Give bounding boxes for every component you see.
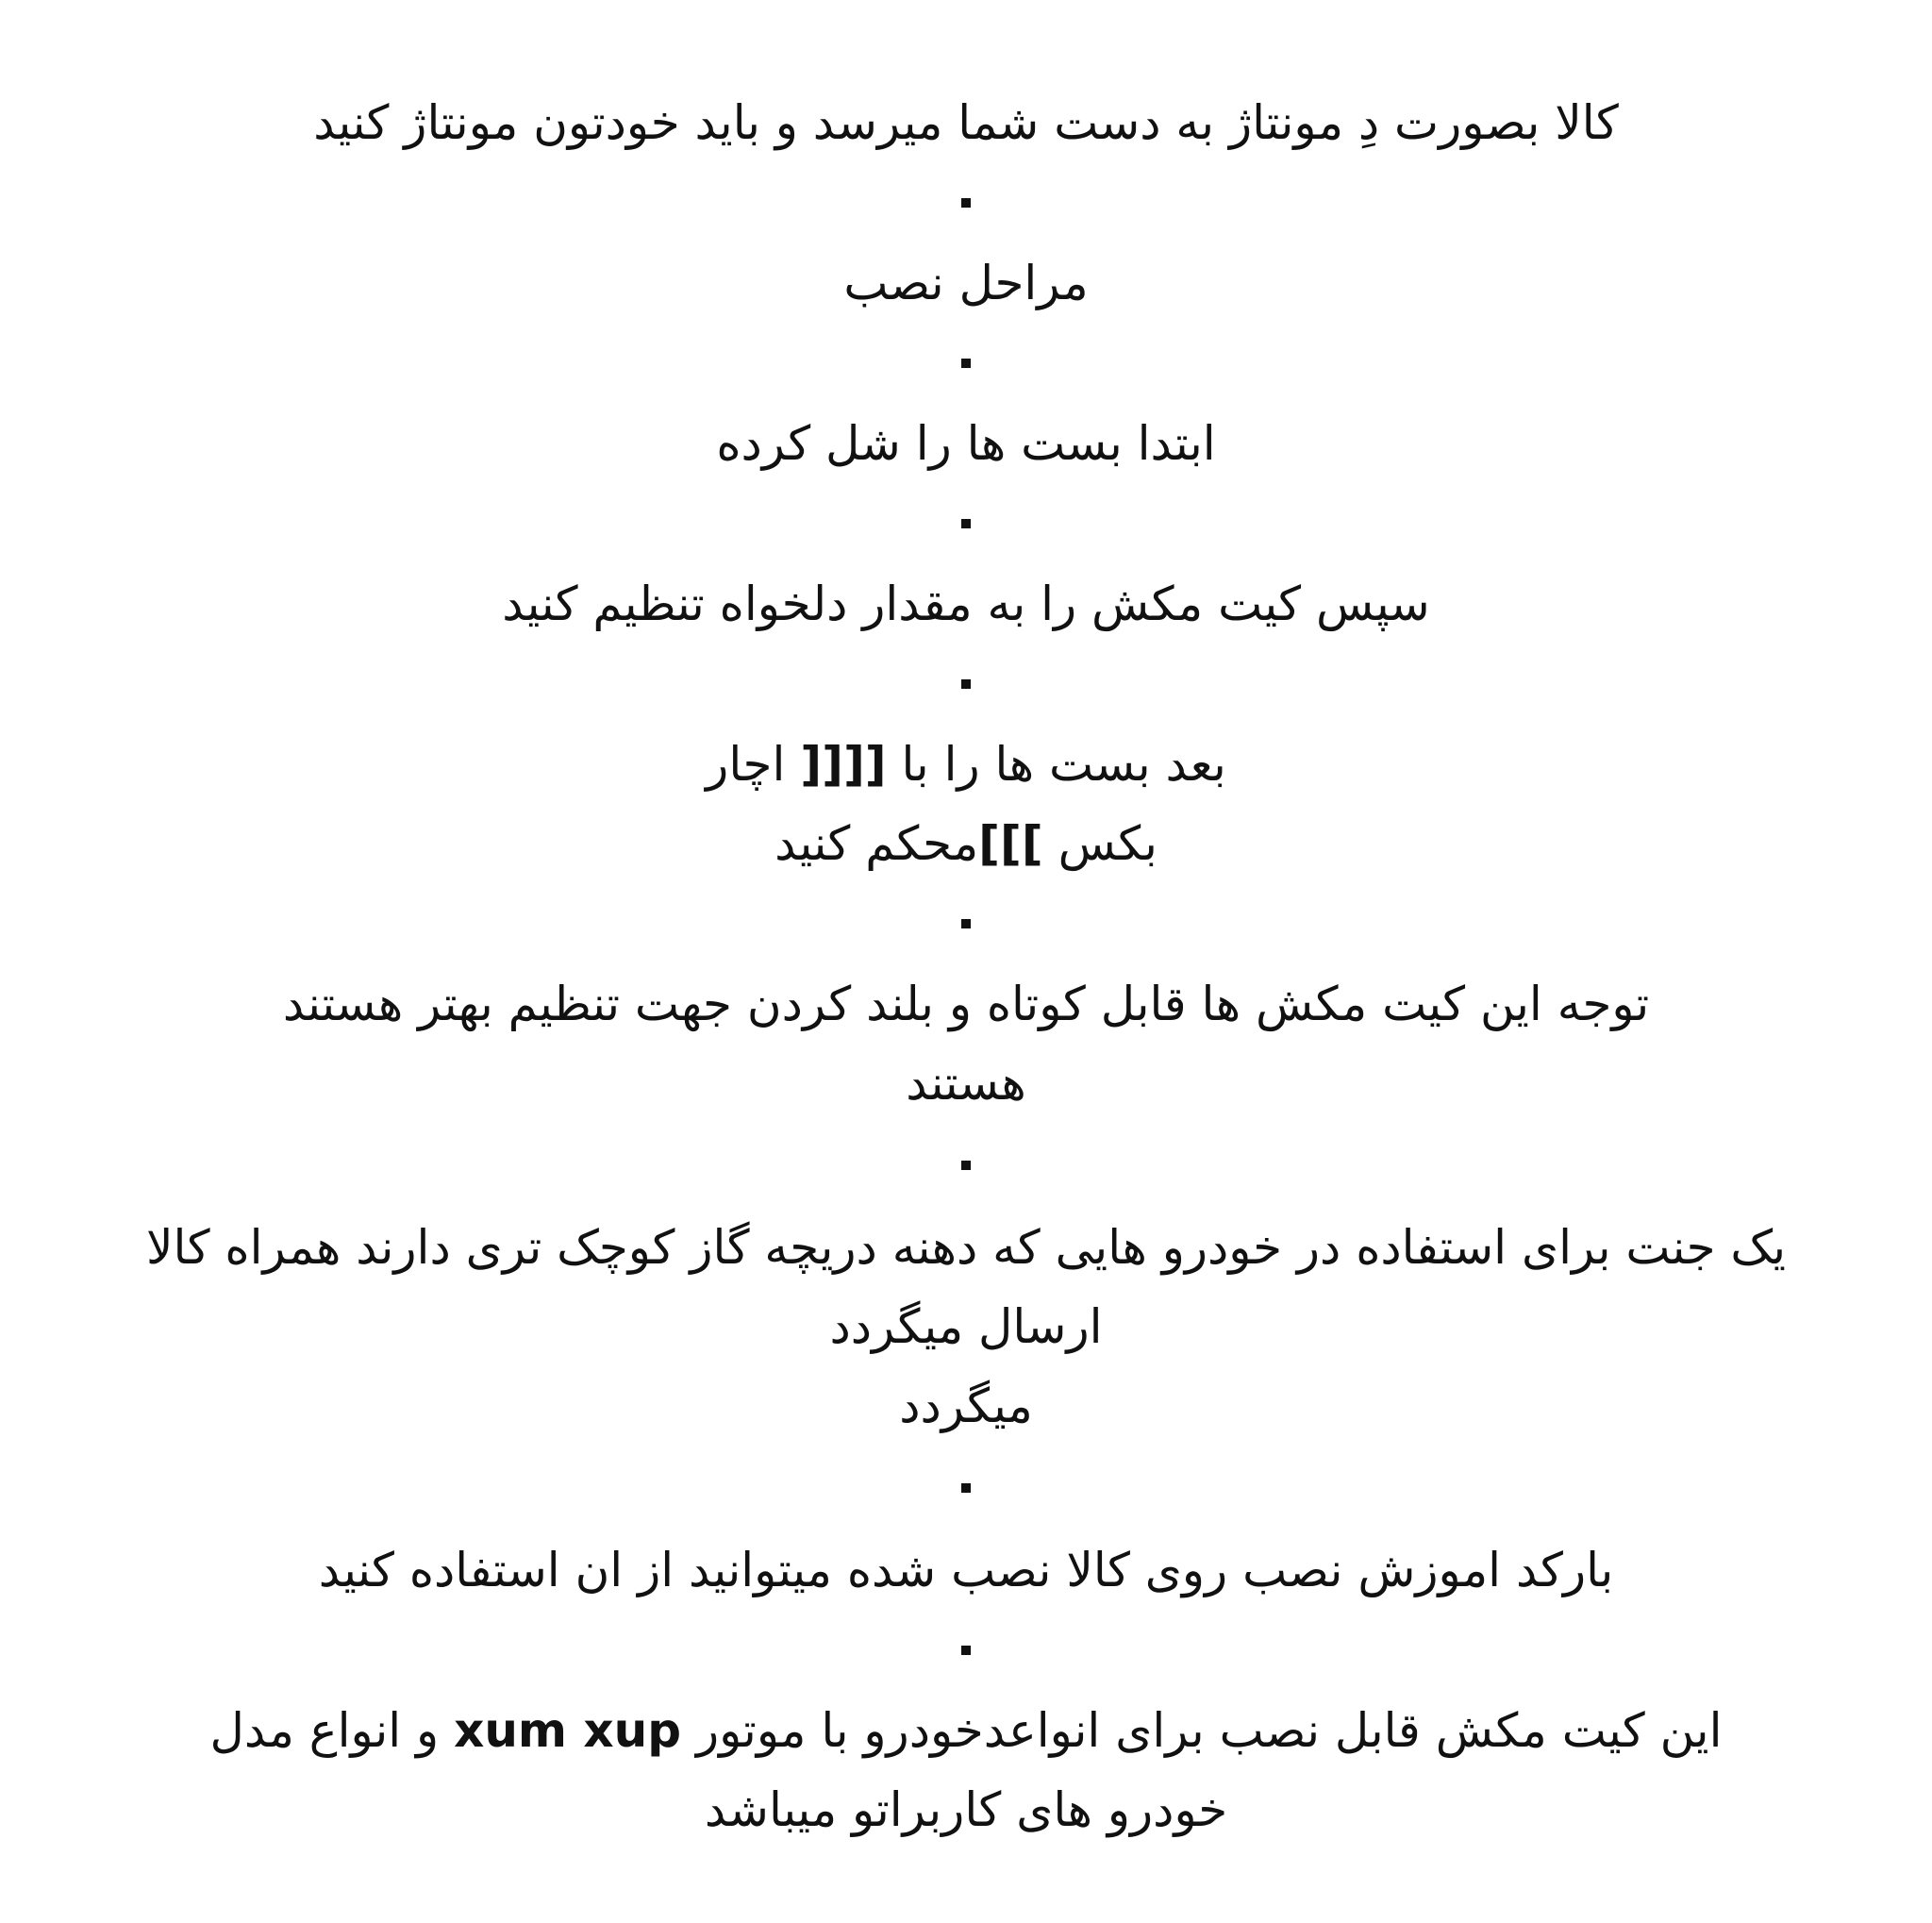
text-segment: بعد بست ها را با: [886, 737, 1226, 792]
bullet-square-icon: [961, 1646, 971, 1655]
gasket-line-2: ارسال میگردد: [829, 1299, 1103, 1354]
separator: [0, 323, 1932, 404]
note-adjustable: [0, 964, 1932, 1123]
note-line-1: توجه این کیت مکش ها قابل کوتاه و بلند کردن جهت تنظیم بهتر هستند: [282, 977, 1650, 1031]
step-loosen-clamps: ابتدا بست ها را شل کرده: [716, 416, 1216, 471]
separator: [0, 1610, 1932, 1691]
bullet-square-icon: [961, 919, 971, 928]
note-line-2: هستند: [906, 1056, 1026, 1111]
text-segment: و انواع مدل: [209, 1703, 455, 1758]
bold-brackets: ]]]: [978, 816, 1043, 871]
bold-brackets: [[[[: [800, 737, 887, 792]
gasket-line-3: میگردد: [899, 1379, 1033, 1433]
compat-line-1: [0, 1691, 1932, 1770]
separator: [0, 162, 1932, 243]
separator: [0, 483, 1932, 564]
compatibility-note: [0, 1691, 1932, 1849]
intro-line: کالا بصورت دِ مونتاژ به دست شما میرسد و باید خودتون مونتاژ کنید: [313, 95, 1619, 150]
gasket-note: [0, 1208, 1932, 1446]
bullet-square-icon: [961, 359, 971, 368]
separator: [0, 883, 1932, 964]
bullet-square-icon: [961, 198, 971, 208]
gasket-line-1: یک جنت برای استفاده در خودرو هایی که دهنه دریچه گاز کوچک تری دارند همراه کالا: [145, 1220, 1787, 1275]
step-tighten-line-1: [0, 725, 1932, 804]
text-segment: اچار: [706, 737, 801, 792]
bullet-square-icon: [961, 519, 971, 528]
separator: [0, 1123, 1932, 1208]
step-adjust-kit: سپس کیت مکش را به مقدار دلخواه تنظیم کنید: [502, 577, 1430, 631]
step-tighten-clamps: [0, 725, 1932, 883]
bullet-square-icon: [961, 679, 971, 689]
engine-model: xum xup: [454, 1703, 682, 1758]
bullet-square-icon: [961, 1161, 971, 1170]
separator: [0, 644, 1932, 725]
bullet-square-icon: [961, 1483, 971, 1493]
separator: [0, 1446, 1932, 1530]
install-steps-heading: مراحل نصب: [843, 256, 1089, 310]
step-tighten-line-2: [0, 804, 1932, 883]
barcode-note: بارکد اموزش نصب روی کالا نصب شده میتوانید از ان استفاده کنید: [318, 1543, 1614, 1597]
compat-line-2: خودرو های کاربراتو میباشد: [704, 1782, 1228, 1837]
text-segment: بکس: [1042, 816, 1158, 871]
text-segment: این کیت مکش قابل نصب برای انواعدخودرو با موتور: [681, 1703, 1723, 1758]
text-segment: محکم کنید: [774, 816, 979, 871]
